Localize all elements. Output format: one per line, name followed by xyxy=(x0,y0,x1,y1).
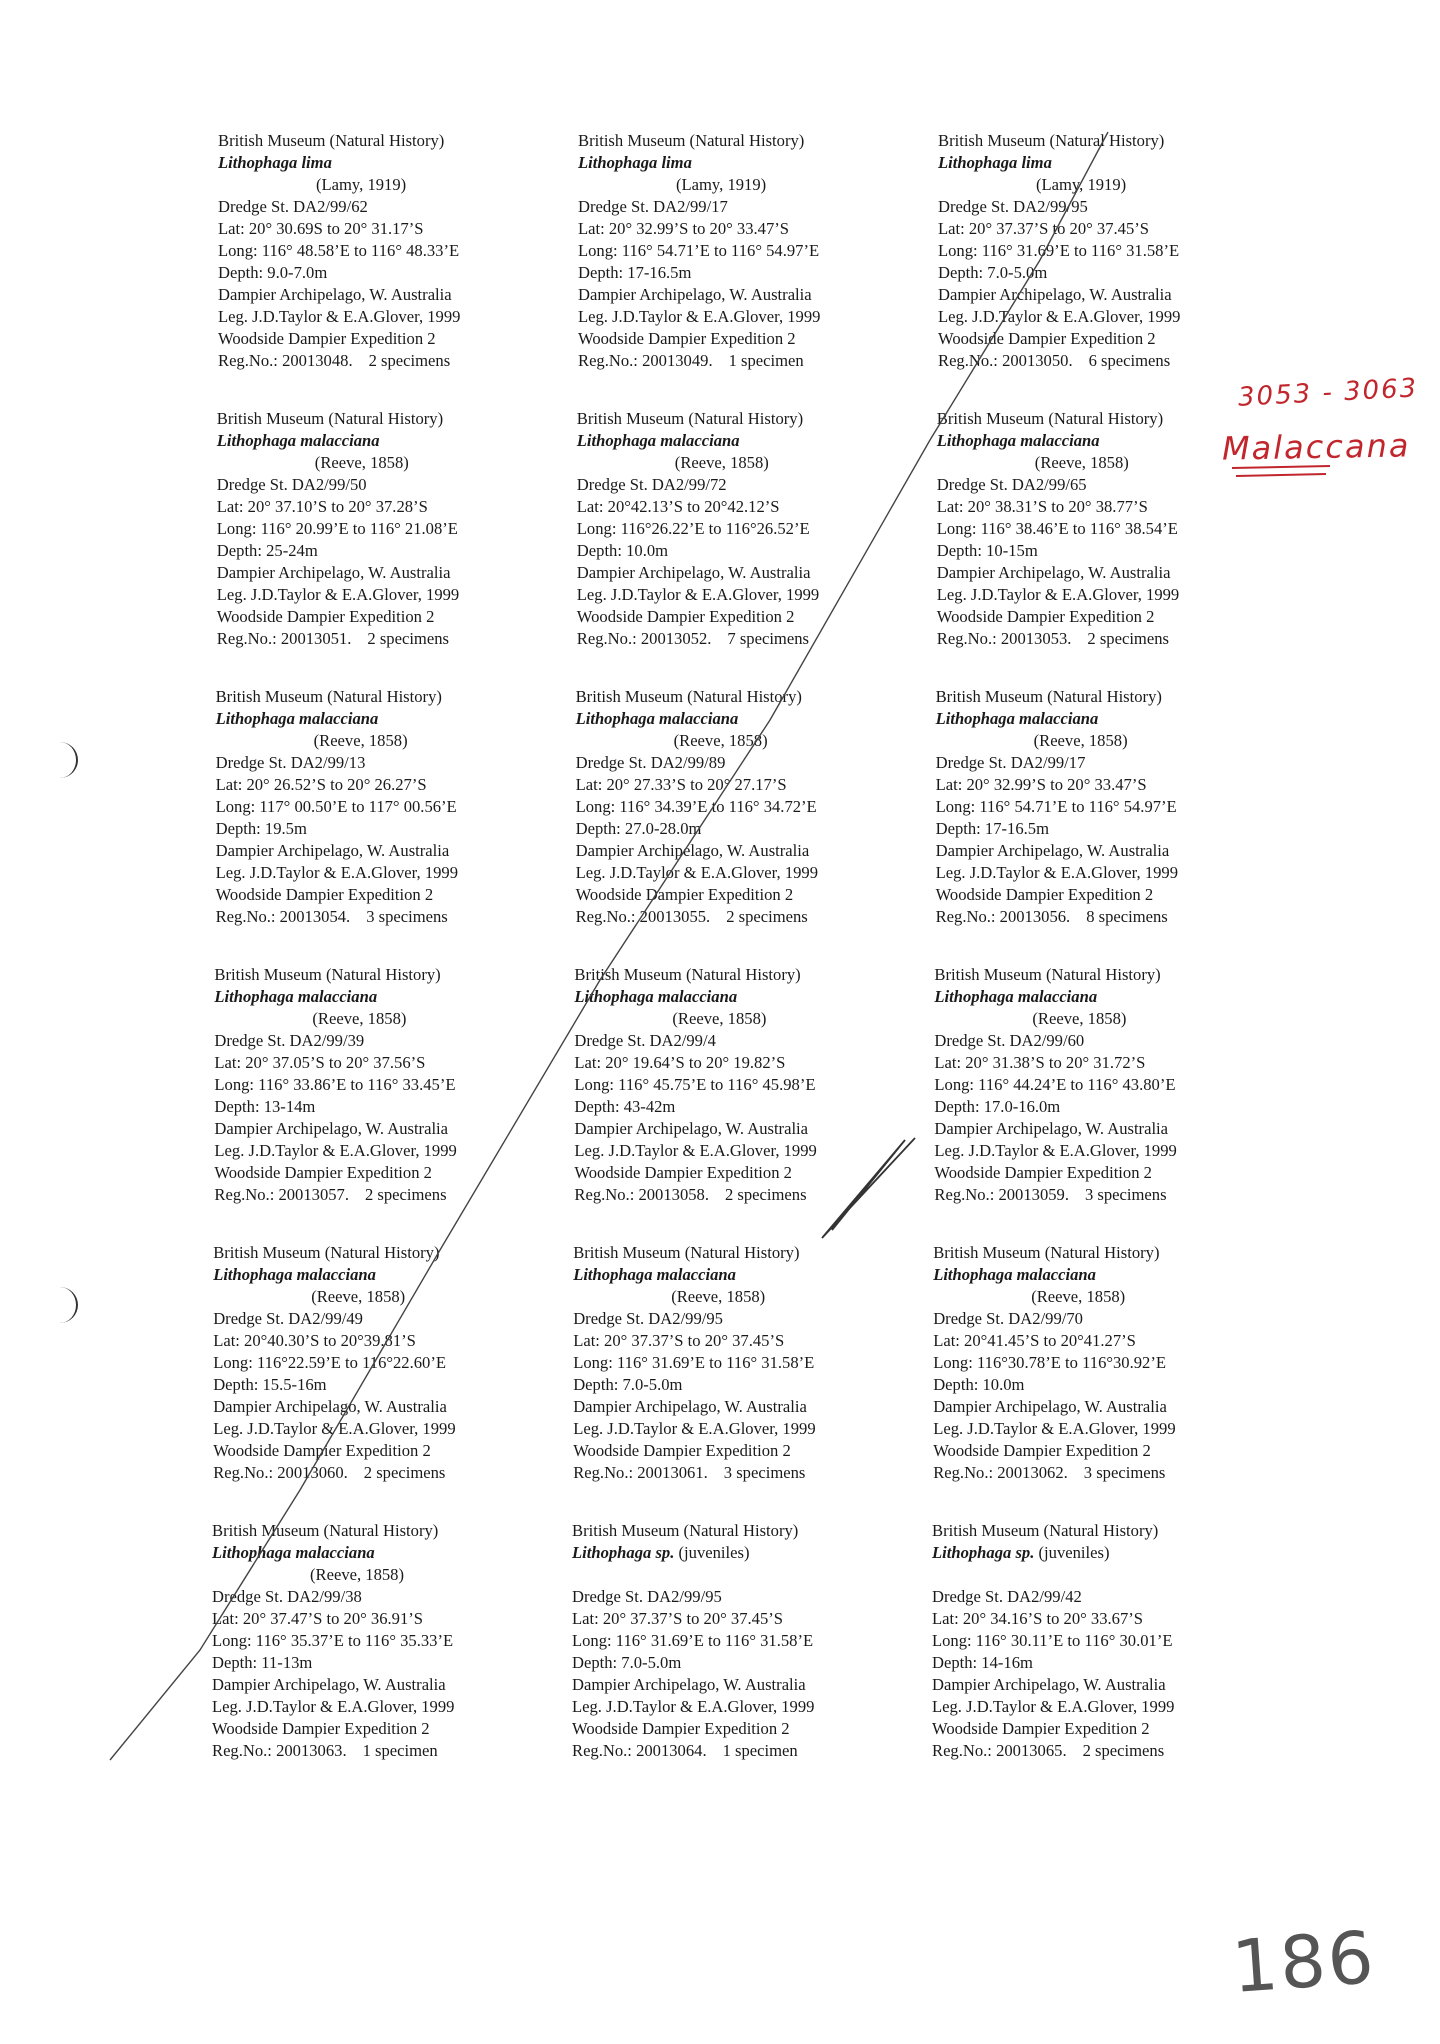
latitude: Lat: 20° 31.38’S to 20° 31.72’S xyxy=(934,1053,1146,1072)
depth: Depth: 17-16.5m xyxy=(935,819,1049,838)
institution: British Museum (Natural History) xyxy=(578,131,805,150)
reg-number: Reg.No.: 20013055. xyxy=(575,907,711,926)
depth: Depth: 10.0m xyxy=(576,541,669,560)
dredge-station: Dredge St. DA2/99/72 xyxy=(576,475,727,494)
collectors: Leg. J.D.Taylor & E.A.Glover, 1999 xyxy=(934,1141,1177,1160)
author-year: (Reeve, 1858) xyxy=(312,1009,407,1028)
dredge-station: Dredge St. DA2/99/95 xyxy=(573,1309,723,1328)
specimen-count: 2 specimens xyxy=(367,629,449,648)
expedition: Woodside Dampier Expedition 2 xyxy=(218,329,436,348)
institution: British Museum (Natural History) xyxy=(574,965,801,984)
institution: British Museum (Natural History) xyxy=(576,409,804,428)
longitude: Long: 116° 20.99’E to 116° 21.08’E xyxy=(216,519,458,538)
specimen-count: 2 specimens xyxy=(1087,629,1169,648)
registration xyxy=(934,1184,1279,1206)
latitude: Lat: 20° 27.33’S to 20° 27.17’S xyxy=(575,775,787,794)
specimen-count: 2 specimens xyxy=(368,351,451,370)
reg-number: Reg.No.: 20013063. xyxy=(212,1741,347,1760)
specimen-label xyxy=(932,1520,1277,1762)
latitude: Lat: 20° 37.37’S to 20° 37.45’S xyxy=(938,219,1150,238)
species-name xyxy=(213,1264,558,1286)
author-year: (Reeve, 1858) xyxy=(1034,453,1129,472)
author-year: (Reeve, 1858) xyxy=(310,1565,404,1584)
dredge-station: Dredge St. DA2/99/4 xyxy=(574,1031,716,1050)
specimen-count: 7 specimens xyxy=(727,629,809,648)
specimen-count: 8 specimens xyxy=(1086,907,1168,926)
longitude: Long: 116° 54.71’E to 116° 54.97’E xyxy=(935,797,1177,816)
depth: Depth: 10.0m xyxy=(933,1375,1025,1394)
handwritten-reg-range: 3053 - 3063 xyxy=(1237,373,1419,413)
author-year xyxy=(932,1564,1277,1586)
locality: Dampier Archipelago, W. Australia xyxy=(935,841,1170,860)
dredge-station: Dredge St. DA2/99/49 xyxy=(213,1309,363,1328)
latitude: Lat: 20° 32.99’S to 20° 33.47’S xyxy=(935,775,1147,794)
dredge-station: Dredge St. DA2/99/89 xyxy=(575,753,726,772)
depth: Depth: 27.0-28.0m xyxy=(575,819,702,838)
specimen-label xyxy=(933,1242,1278,1484)
institution: British Museum (Natural History) xyxy=(572,1521,799,1540)
reg-number: Reg.No.: 20013065. xyxy=(932,1741,1067,1760)
reg-number: Reg.No.: 20013064. xyxy=(572,1741,707,1760)
longitude: Long: 116° 31.69’E to 116° 31.58’E xyxy=(572,1631,814,1650)
institution: British Museum (Natural History) xyxy=(935,687,1162,706)
specimen-count: 3 specimens xyxy=(366,907,448,926)
depth: Depth: 19.5m xyxy=(215,819,307,838)
author-year: (Reeve, 1858) xyxy=(1031,1287,1126,1306)
registration xyxy=(936,906,1281,928)
institution: British Museum (Natural History) xyxy=(216,409,444,428)
dredge-station: Dredge St. DA2/99/17 xyxy=(935,753,1086,772)
expedition: Woodside Dampier Expedition 2 xyxy=(933,1441,1151,1460)
dredge-station: Dredge St. DA2/99/95 xyxy=(572,1587,722,1606)
latitude: Lat: 20° 19.64’S to 20° 19.82’S xyxy=(574,1053,786,1072)
collectors: Leg. J.D.Taylor & E.A.Glover, 1999 xyxy=(578,307,821,326)
specimen-label xyxy=(218,130,563,372)
longitude: Long: 116° 35.37’E to 116° 35.33’E xyxy=(212,1631,454,1650)
expedition: Woodside Dampier Expedition 2 xyxy=(932,1719,1150,1738)
specimen-label xyxy=(578,130,923,372)
specimen-count: 3 specimens xyxy=(1083,1463,1166,1482)
latitude: Lat: 20° 37.05’S to 20° 37.56’S xyxy=(214,1053,426,1072)
reg-number: Reg.No.: 20013060. xyxy=(213,1463,348,1482)
collectors: Leg. J.D.Taylor & E.A.Glover, 1999 xyxy=(932,1697,1175,1716)
institution: British Museum (Natural History) xyxy=(213,1243,440,1262)
collectors: Leg. J.D.Taylor & E.A.Glover, 1999 xyxy=(573,1419,816,1438)
expedition: Woodside Dampier Expedition 2 xyxy=(935,885,1154,904)
dredge-station: Dredge St. DA2/99/13 xyxy=(215,753,366,772)
handwritten-species-note: Malaccana xyxy=(1221,426,1411,468)
institution: British Museum (Natural History) xyxy=(936,409,1164,428)
collectors: Leg. J.D.Taylor & E.A.Glover, 1999 xyxy=(214,1141,457,1160)
reg-number: Reg.No.: 20013050. xyxy=(938,351,1073,370)
genus-species: Lithophaga malacciana xyxy=(214,987,378,1006)
registration xyxy=(576,906,921,928)
specimen-count: 2 specimens xyxy=(726,907,808,926)
specimen-label xyxy=(577,408,922,650)
reg-number: Reg.No.: 20013053. xyxy=(936,629,1072,648)
latitude: Lat: 20° 26.52’S to 20° 26.27’S xyxy=(215,775,427,794)
depth: Depth: 7.0-5.0m xyxy=(938,263,1048,282)
locality: Dampier Archipelago, W. Australia xyxy=(213,1397,447,1416)
registration xyxy=(213,1462,558,1484)
specimen-label xyxy=(936,686,1281,928)
locality: Dampier Archipelago, W. Australia xyxy=(216,563,451,582)
depth: Depth: 10-15m xyxy=(936,541,1038,560)
expedition: Woodside Dampier Expedition 2 xyxy=(938,329,1156,348)
locality: Dampier Archipelago, W. Australia xyxy=(574,1119,809,1138)
longitude: Long: 116° 31.69’E to 116° 31.58’E xyxy=(573,1353,815,1372)
species-suffix: (juveniles) xyxy=(1038,1543,1110,1562)
expedition: Woodside Dampier Expedition 2 xyxy=(575,885,794,904)
longitude: Long: 116° 30.11’E to 116° 30.01’E xyxy=(932,1631,1173,1650)
genus-species: Lithophaga malacciana xyxy=(573,1265,736,1284)
specimen-count: 1 specimen xyxy=(362,1741,438,1760)
expedition: Woodside Dampier Expedition 2 xyxy=(936,607,1155,626)
species-name xyxy=(934,986,1279,1008)
species-name xyxy=(217,430,562,452)
specimen-label xyxy=(934,964,1279,1206)
collectors: Leg. J.D.Taylor & E.A.Glover, 1999 xyxy=(212,1697,455,1716)
registration xyxy=(217,628,562,650)
latitude: Lat: 20° 38.31’S to 20° 38.77’S xyxy=(936,497,1148,516)
species-name xyxy=(577,430,922,452)
depth: Depth: 15.5-16m xyxy=(213,1375,327,1394)
longitude: Long: 116° 45.75’E to 116° 45.98’E xyxy=(574,1075,816,1094)
specimen-label xyxy=(576,686,921,928)
species-name xyxy=(214,986,559,1008)
depth: Depth: 7.0-5.0m xyxy=(572,1653,682,1672)
registration xyxy=(573,1462,918,1484)
locality: Dampier Archipelago, W. Australia xyxy=(938,285,1172,304)
specimen-label xyxy=(573,1242,918,1484)
collectors: Leg. J.D.Taylor & E.A.Glover, 1999 xyxy=(576,585,820,604)
collectors: Leg. J.D.Taylor & E.A.Glover, 1999 xyxy=(216,585,460,604)
species-name xyxy=(936,708,1281,730)
author-year: (Reeve, 1858) xyxy=(311,1287,406,1306)
locality: Dampier Archipelago, W. Australia xyxy=(934,1119,1169,1138)
dredge-station: Dredge St. DA2/99/39 xyxy=(214,1031,365,1050)
registration xyxy=(574,1184,919,1206)
registration xyxy=(218,350,563,372)
collectors: Leg. J.D.Taylor & E.A.Glover, 1999 xyxy=(933,1419,1176,1438)
specimen-count: 2 specimens xyxy=(363,1463,446,1482)
depth: Depth: 17.0-16.0m xyxy=(934,1097,1061,1116)
registration xyxy=(214,1184,559,1206)
depth: Depth: 14-16m xyxy=(932,1653,1033,1672)
expedition: Woodside Dampier Expedition 2 xyxy=(215,885,434,904)
locality: Dampier Archipelago, W. Australia xyxy=(936,563,1171,582)
expedition: Woodside Dampier Expedition 2 xyxy=(213,1441,431,1460)
dredge-station: Dredge St. DA2/99/62 xyxy=(218,197,368,216)
depth: Depth: 7.0-5.0m xyxy=(573,1375,683,1394)
reg-number: Reg.No.: 20013061. xyxy=(573,1463,708,1482)
institution: British Museum (Natural History) xyxy=(575,687,802,706)
genus-species: Lithophaga sp. xyxy=(932,1543,1035,1562)
species-suffix: (juveniles) xyxy=(678,1543,750,1562)
genus-species: Lithophaga malacciana xyxy=(574,987,738,1006)
expedition: Woodside Dampier Expedition 2 xyxy=(216,607,435,626)
specimen-label xyxy=(574,964,919,1206)
latitude: Lat: 20°41.45’S to 20°41.27’S xyxy=(933,1331,1136,1350)
reg-number: Reg.No.: 20013056. xyxy=(935,907,1071,926)
specimen-count: 1 specimen xyxy=(722,1741,798,1760)
specimen-label xyxy=(216,686,561,928)
reg-number: Reg.No.: 20013057. xyxy=(214,1185,349,1204)
locality: Dampier Archipelago, W. Australia xyxy=(578,285,812,304)
species-name xyxy=(578,152,923,174)
specimen-label xyxy=(213,1242,558,1484)
longitude: Long: 116°30.78’E to 116°30.92’E xyxy=(933,1353,1166,1372)
institution: British Museum (Natural History) xyxy=(214,965,441,984)
author-year: (Reeve, 1858) xyxy=(673,731,768,750)
reg-number: Reg.No.: 20013062. xyxy=(933,1463,1068,1482)
collectors: Leg. J.D.Taylor & E.A.Glover, 1999 xyxy=(938,307,1181,326)
longitude: Long: 116°26.22’E to 116°26.52’E xyxy=(576,519,810,538)
specimen-count: 2 specimens xyxy=(724,1185,807,1204)
depth: Depth: 25-24m xyxy=(216,541,318,560)
author-year: (Reeve, 1858) xyxy=(314,453,409,472)
latitude: Lat: 20° 37.37’S to 20° 37.45’S xyxy=(572,1609,784,1628)
genus-species: Lithophaga lima xyxy=(218,153,332,172)
dredge-station: Dredge St. DA2/99/65 xyxy=(936,475,1087,494)
specimen-label xyxy=(938,130,1283,372)
longitude: Long: 116° 38.46’E to 116° 38.54’E xyxy=(936,519,1178,538)
expedition: Woodside Dampier Expedition 2 xyxy=(214,1163,432,1182)
registration xyxy=(577,628,922,650)
locality: Dampier Archipelago, W. Australia xyxy=(572,1675,806,1694)
dredge-station: Dredge St. DA2/99/60 xyxy=(934,1031,1085,1050)
specimen-count: 1 specimen xyxy=(728,351,804,370)
longitude: Long: 116°22.59’E to 116°22.60’E xyxy=(213,1353,446,1372)
genus-species: Lithophaga malacciana xyxy=(575,709,739,728)
reg-number: Reg.No.: 20013058. xyxy=(574,1185,709,1204)
registration xyxy=(937,628,1282,650)
specimen-label xyxy=(217,408,562,650)
genus-species: Lithophaga malacciana xyxy=(935,709,1099,728)
registration xyxy=(933,1462,1278,1484)
collectors: Leg. J.D.Taylor & E.A.Glover, 1999 xyxy=(215,863,459,882)
registration xyxy=(212,1740,557,1762)
institution: British Museum (Natural History) xyxy=(215,687,442,706)
registration xyxy=(216,906,561,928)
registration xyxy=(932,1740,1277,1762)
author-year: (Reeve, 1858) xyxy=(671,1287,766,1306)
species-name xyxy=(938,152,1283,174)
latitude: Lat: 20° 30.69S to 20° 31.17’S xyxy=(218,219,424,238)
longitude: Long: 116° 54.71’E to 116° 54.97’E xyxy=(578,241,820,260)
dredge-station: Dredge St. DA2/99/95 xyxy=(938,197,1088,216)
institution: British Museum (Natural History) xyxy=(218,131,445,150)
author-year: (Reeve, 1858) xyxy=(1033,731,1128,750)
collectors: Leg. J.D.Taylor & E.A.Glover, 1999 xyxy=(936,585,1180,604)
genus-species: Lithophaga malacciana xyxy=(213,1265,376,1284)
institution: British Museum (Natural History) xyxy=(934,965,1161,984)
longitude: Long: 116° 44.24’E to 116° 43.80’E xyxy=(934,1075,1176,1094)
longitude: Long: 116° 31.69’E to 116° 31.58’E xyxy=(938,241,1180,260)
species-name xyxy=(218,152,563,174)
expedition: Woodside Dampier Expedition 2 xyxy=(574,1163,792,1182)
reg-number: Reg.No.: 20013059. xyxy=(934,1185,1069,1204)
institution: British Museum (Natural History) xyxy=(212,1521,439,1540)
collectors: Leg. J.D.Taylor & E.A.Glover, 1999 xyxy=(935,863,1179,882)
genus-species: Lithophaga malacciana xyxy=(933,1265,1096,1284)
expedition: Woodside Dampier Expedition 2 xyxy=(576,607,795,626)
expedition: Woodside Dampier Expedition 2 xyxy=(572,1719,790,1738)
registration xyxy=(572,1740,917,1762)
dredge-station: Dredge St. DA2/99/70 xyxy=(933,1309,1083,1328)
longitude: Long: 116° 33.86’E to 116° 33.45’E xyxy=(214,1075,456,1094)
dredge-station: Dredge St. DA2/99/50 xyxy=(216,475,367,494)
latitude: Lat: 20° 37.10’S to 20° 37.28’S xyxy=(216,497,428,516)
dredge-station: Dredge St. DA2/99/17 xyxy=(578,197,728,216)
reg-number: Reg.No.: 20013049. xyxy=(578,351,713,370)
species-name xyxy=(573,1264,918,1286)
reg-number: Reg.No.: 20013048. xyxy=(218,351,353,370)
genus-species: Lithophaga malacciana xyxy=(934,987,1098,1006)
institution: British Museum (Natural History) xyxy=(933,1243,1160,1262)
species-name xyxy=(216,708,561,730)
latitude: Lat: 20° 37.47’S to 20° 36.91’S xyxy=(212,1609,424,1628)
longitude: Long: 117° 00.50’E to 117° 00.56’E xyxy=(215,797,457,816)
reg-number: Reg.No.: 20013051. xyxy=(216,629,352,648)
collectors: Leg. J.D.Taylor & E.A.Glover, 1999 xyxy=(218,307,461,326)
longitude: Long: 116° 34.39’E to 116° 34.72’E xyxy=(575,797,817,816)
author-year: (Reeve, 1858) xyxy=(672,1009,767,1028)
locality: Dampier Archipelago, W. Australia xyxy=(932,1675,1166,1694)
collectors: Leg. J.D.Taylor & E.A.Glover, 1999 xyxy=(572,1697,815,1716)
author-year: (Reeve, 1858) xyxy=(1032,1009,1127,1028)
specimen-label xyxy=(212,1520,557,1762)
genus-species: Lithophaga malacciana xyxy=(216,431,380,450)
latitude: Lat: 20° 37.37’S to 20° 37.45’S xyxy=(573,1331,785,1350)
genus-species: Lithophaga lima xyxy=(578,153,692,172)
species-name xyxy=(212,1542,557,1564)
expedition: Woodside Dampier Expedition 2 xyxy=(934,1163,1152,1182)
locality: Dampier Archipelago, W. Australia xyxy=(576,563,811,582)
species-name xyxy=(572,1542,917,1564)
reg-number: Reg.No.: 20013052. xyxy=(576,629,712,648)
latitude: Lat: 20°40.30’S to 20°39.81’S xyxy=(213,1331,416,1350)
genus-species: Lithophaga lima xyxy=(938,153,1052,172)
dredge-station: Dredge St. DA2/99/42 xyxy=(932,1587,1082,1606)
locality: Dampier Archipelago, W. Australia xyxy=(218,285,452,304)
latitude: Lat: 20°42.13’S to 20°42.12’S xyxy=(576,497,780,516)
depth: Depth: 9.0-7.0m xyxy=(218,263,328,282)
genus-species: Lithophaga malacciana xyxy=(212,1543,375,1562)
reg-number: Reg.No.: 20013054. xyxy=(215,907,351,926)
collectors: Leg. J.D.Taylor & E.A.Glover, 1999 xyxy=(213,1419,456,1438)
expedition: Woodside Dampier Expedition 2 xyxy=(578,329,796,348)
institution: British Museum (Natural History) xyxy=(932,1521,1159,1540)
handwritten-folio-number: 186 xyxy=(1229,1915,1379,2009)
locality: Dampier Archipelago, W. Australia xyxy=(215,841,450,860)
author-year: (Lamy, 1919) xyxy=(316,175,407,194)
locality: Dampier Archipelago, W. Australia xyxy=(212,1675,446,1694)
expedition: Woodside Dampier Expedition 2 xyxy=(573,1441,791,1460)
locality: Dampier Archipelago, W. Australia xyxy=(214,1119,449,1138)
species-name xyxy=(576,708,921,730)
institution: British Museum (Natural History) xyxy=(938,131,1165,150)
locality: Dampier Archipelago, W. Australia xyxy=(573,1397,807,1416)
institution: British Museum (Natural History) xyxy=(573,1243,800,1262)
author-year: (Lamy, 1919) xyxy=(676,175,767,194)
author-year: (Reeve, 1858) xyxy=(674,453,769,472)
species-name xyxy=(933,1264,1278,1286)
registration xyxy=(578,350,923,372)
collectors: Leg. J.D.Taylor & E.A.Glover, 1999 xyxy=(574,1141,817,1160)
dredge-station: Dredge St. DA2/99/38 xyxy=(212,1587,362,1606)
genus-species: Lithophaga sp. xyxy=(572,1543,675,1562)
locality: Dampier Archipelago, W. Australia xyxy=(933,1397,1167,1416)
depth: Depth: 17-16.5m xyxy=(578,263,692,282)
depth: Depth: 13-14m xyxy=(214,1097,316,1116)
locality: Dampier Archipelago, W. Australia xyxy=(575,841,810,860)
specimen-count: 2 specimens xyxy=(1082,1741,1165,1760)
species-name xyxy=(932,1542,1277,1564)
species-name xyxy=(574,986,919,1008)
author-year: (Lamy, 1919) xyxy=(1036,175,1127,194)
collectors: Leg. J.D.Taylor & E.A.Glover, 1999 xyxy=(575,863,819,882)
specimen-count: 2 specimens xyxy=(364,1185,447,1204)
genus-species: Lithophaga malacciana xyxy=(215,709,379,728)
specimen-count: 3 specimens xyxy=(1084,1185,1167,1204)
genus-species: Lithophaga malacciana xyxy=(576,431,740,450)
specimen-label xyxy=(572,1520,917,1762)
depth: Depth: 43-42m xyxy=(574,1097,676,1116)
latitude: Lat: 20° 32.99’S to 20° 33.47’S xyxy=(578,219,790,238)
depth: Depth: 11-13m xyxy=(212,1653,313,1672)
author-year: (Reeve, 1858) xyxy=(313,731,408,750)
expedition: Woodside Dampier Expedition 2 xyxy=(212,1719,430,1738)
longitude: Long: 116° 48.58’E to 116° 48.33’E xyxy=(218,241,460,260)
genus-species: Lithophaga malacciana xyxy=(936,431,1100,450)
specimen-count: 3 specimens xyxy=(723,1463,806,1482)
author-year xyxy=(572,1564,917,1586)
specimen-label xyxy=(214,964,559,1206)
specimen-count: 6 specimens xyxy=(1088,351,1171,370)
latitude: Lat: 20° 34.16’S to 20° 33.67’S xyxy=(932,1609,1144,1628)
registration xyxy=(938,350,1283,372)
